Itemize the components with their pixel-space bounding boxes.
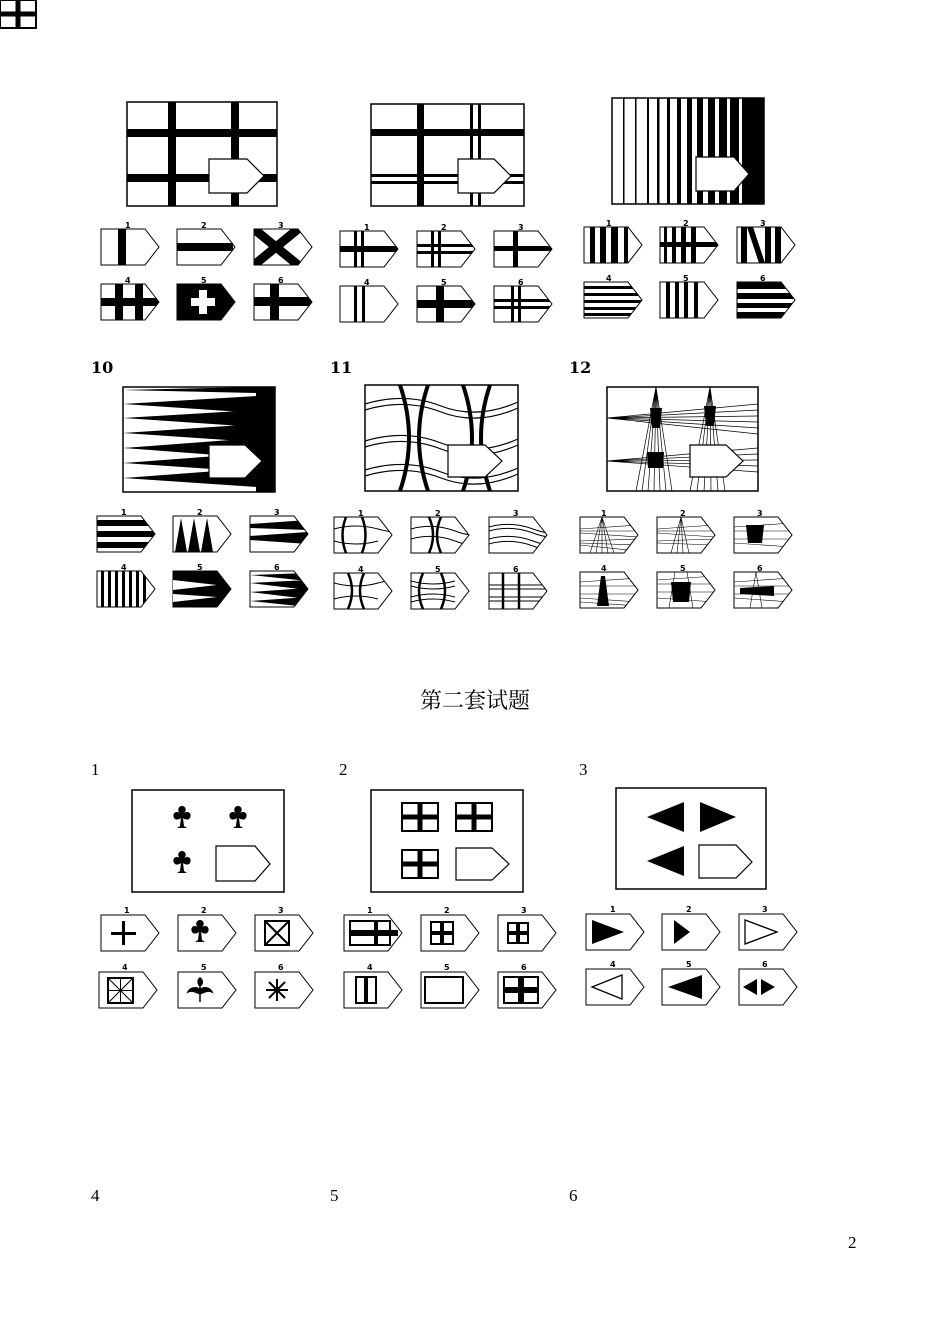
question-number-6: 6 — [569, 1186, 578, 1205]
svg-text:2: 2 — [683, 219, 689, 228]
svg-text:1: 1 — [606, 219, 612, 228]
svg-text:3: 3 — [521, 906, 527, 915]
svg-text:4: 4 — [121, 563, 127, 572]
svg-text:6: 6 — [278, 963, 284, 972]
svg-text:5: 5 — [201, 276, 207, 285]
set2-puzzle-3-main — [616, 788, 766, 889]
svg-text:2: 2 — [201, 906, 207, 915]
svg-text:4: 4 — [125, 276, 131, 285]
puzzle-7-main — [127, 102, 277, 206]
svg-text:4: 4 — [610, 960, 616, 969]
svg-text:5: 5 — [201, 963, 207, 972]
svg-text:2: 2 — [441, 223, 447, 232]
svg-text:1: 1 — [367, 906, 373, 915]
svg-text:3: 3 — [518, 223, 524, 232]
svg-text:3: 3 — [278, 221, 284, 230]
svg-text:2: 2 — [444, 906, 450, 915]
set2-puzzle-2-options[interactable] — [344, 906, 556, 1008]
svg-text:3: 3 — [274, 508, 280, 517]
puzzle-9-main — [612, 98, 764, 204]
svg-text:2: 2 — [680, 509, 686, 518]
puzzle-10-main — [123, 387, 275, 492]
svg-text:5: 5 — [444, 963, 450, 972]
question-number-12: 12 — [569, 358, 592, 377]
set2-puzzle-1-options[interactable] — [99, 906, 313, 1008]
svg-text:5: 5 — [680, 564, 686, 573]
puzzle-12-main — [607, 387, 758, 491]
svg-text:6: 6 — [518, 278, 524, 287]
svg-text:5: 5 — [197, 563, 203, 572]
svg-text:5: 5 — [683, 274, 689, 283]
puzzle-8-main — [371, 104, 524, 206]
svg-text:1: 1 — [358, 509, 364, 518]
svg-text:1: 1 — [125, 221, 131, 230]
puzzle-10-options[interactable] — [97, 508, 308, 607]
svg-text:3: 3 — [760, 219, 766, 228]
svg-text:2: 2 — [686, 905, 692, 914]
question-number-5: 5 — [330, 1186, 339, 1205]
set2-puzzle-3-options[interactable] — [586, 905, 797, 1005]
svg-text:6: 6 — [513, 565, 519, 574]
svg-text:3: 3 — [513, 509, 519, 518]
question-number-2: 2 — [339, 760, 348, 779]
svg-text:4: 4 — [358, 565, 364, 574]
section-heading: 第二套试题 — [419, 689, 530, 714]
svg-text:4: 4 — [364, 278, 370, 287]
svg-text:5: 5 — [441, 278, 447, 287]
svg-text:6: 6 — [278, 276, 284, 285]
question-number-1: 1 — [91, 760, 100, 779]
svg-text:1: 1 — [610, 905, 616, 914]
svg-text:2: 2 — [201, 221, 207, 230]
svg-text:4: 4 — [601, 564, 607, 573]
svg-text:1: 1 — [601, 509, 607, 518]
question-number-4: 4 — [91, 1186, 100, 1205]
svg-text:3: 3 — [757, 509, 763, 518]
puzzle-9-options[interactable] — [584, 219, 795, 318]
puzzle-8-options[interactable] — [340, 223, 552, 322]
puzzle-11-options[interactable] — [334, 509, 549, 609]
svg-text:6: 6 — [757, 564, 763, 573]
puzzle-12-options[interactable] — [580, 509, 792, 608]
svg-text:1: 1 — [121, 508, 127, 517]
question-number-11: 11 — [330, 358, 353, 377]
svg-text:2: 2 — [435, 509, 441, 518]
svg-text:2: 2 — [197, 508, 203, 517]
svg-text:6: 6 — [762, 960, 768, 969]
page-number: 2 — [848, 1233, 857, 1252]
question-number-3: 3 — [579, 760, 588, 779]
svg-text:6: 6 — [274, 563, 280, 572]
svg-text:6: 6 — [521, 963, 527, 972]
svg-text:1: 1 — [364, 223, 370, 232]
svg-text:6: 6 — [760, 274, 766, 283]
svg-text:3: 3 — [278, 906, 284, 915]
svg-text:5: 5 — [435, 565, 441, 574]
svg-text:4: 4 — [606, 274, 612, 283]
svg-text:4: 4 — [367, 963, 373, 972]
svg-text:1: 1 — [124, 906, 130, 915]
svg-text:4: 4 — [122, 963, 128, 972]
svg-text:5: 5 — [686, 960, 692, 969]
puzzle-7-options[interactable] — [101, 221, 312, 320]
svg-text:3: 3 — [762, 905, 768, 914]
question-number-10: 10 — [91, 358, 114, 377]
puzzle-11-main — [365, 385, 518, 491]
